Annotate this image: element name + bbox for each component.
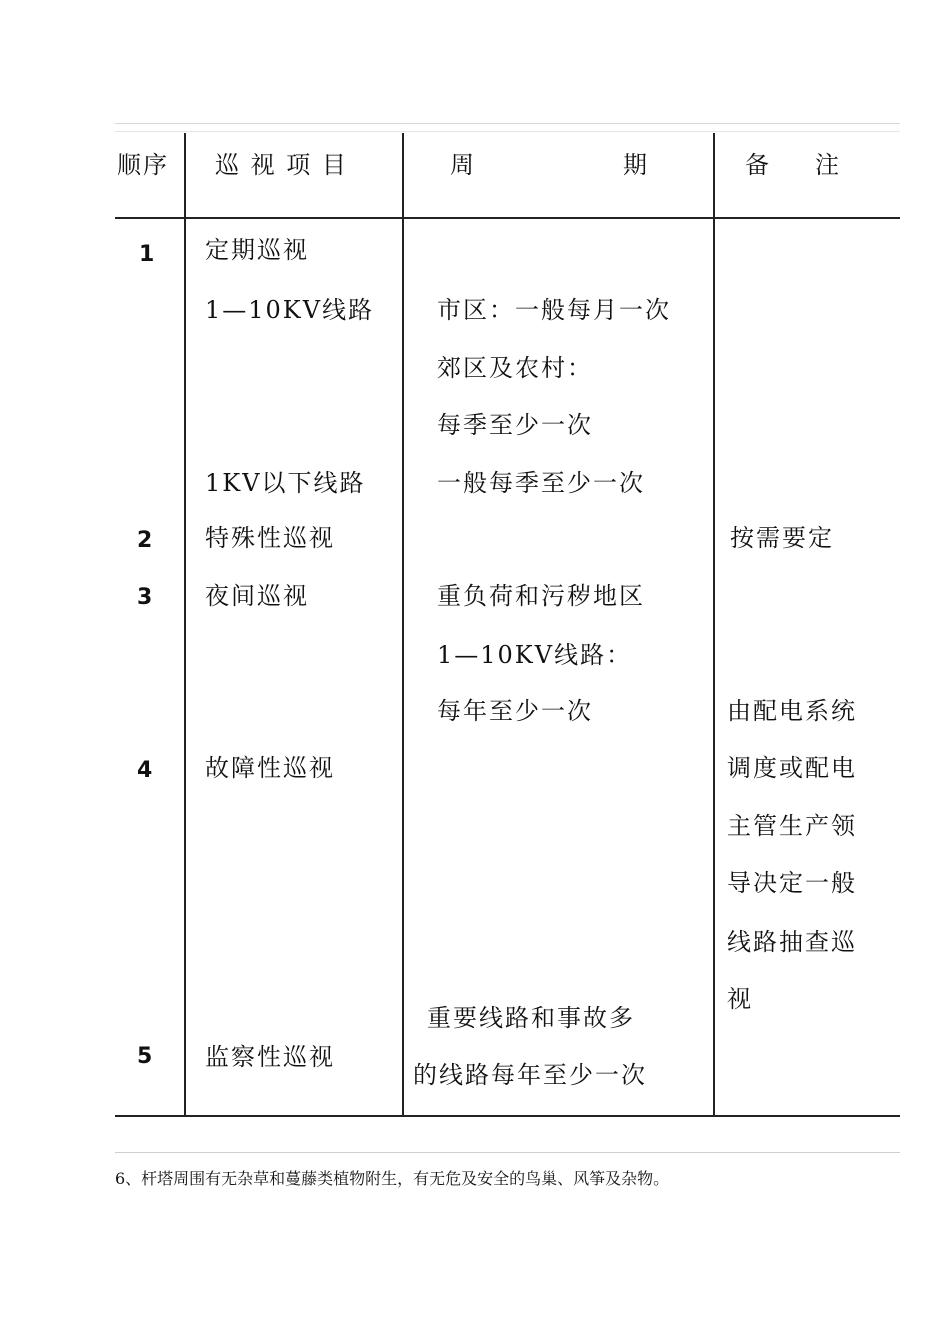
table-top-rule-2 [115,131,900,132]
column-divider-2 [402,133,404,1115]
row-number-4: 4 [137,758,153,783]
remark-fault-5: 线路抽查巡 [727,928,857,956]
row-number-3: 3 [137,585,153,610]
caption-text: 6、杆塔周围有无杂草和蔓藤类植物附生，有无危及安全的鸟巢、风筝及杂物。 [115,1169,670,1188]
cycle-night-3: 每年至少一次 [437,697,593,725]
cycle-quarterly: 每季至少一次 [437,411,593,439]
item-special: 特殊性巡视 [205,524,335,552]
row-number-1: 1 [139,242,155,267]
item-night: 夜间巡视 [205,582,309,610]
item-periodic: 定期巡视 [205,236,309,264]
table-top-rule [115,123,900,124]
header-remark-right: 注 [815,151,841,179]
item-fault: 故障性巡视 [205,754,335,782]
item-supervisory: 监察性巡视 [205,1043,335,1071]
remark-fault-4: 导决定一般 [727,869,857,897]
cycle-night-2: 1—10KV线路： [437,641,633,669]
column-divider-1 [184,133,186,1115]
header-item: 巡 视 项 目 [215,151,348,179]
remark-fault-6: 视 [727,985,753,1013]
cycle-night-1: 重负荷和污秽地区 [437,582,645,610]
item-1-10kv: 1—10KV线路 [205,296,375,324]
row-number-2: 2 [137,528,153,553]
item-below-1kv: 1KV以下线路 [205,469,366,497]
row-number-5: 5 [137,1044,153,1069]
header-cycle-right: 期 [623,151,649,179]
header-remark-left: 备 [745,151,771,179]
header-order: 顺序 [117,151,169,179]
table-bottom-box [115,1115,900,1153]
column-divider-3 [713,133,715,1115]
remark-fault-3: 主管生产领 [727,812,857,840]
header-cycle-left: 周 [450,151,476,179]
cycle-supervisory-1: 重要线路和事故多 [427,1004,635,1032]
cycle-supervisory-2: 的线路每年至少一次 [413,1061,647,1089]
header-rule [115,217,900,219]
remark-special: 按需要定 [730,524,834,552]
cycle-urban: 市区：一般每月一次 [437,296,671,324]
cycle-suburb: 郊区及农村： [437,354,593,382]
remark-fault-2: 调度或配电 [727,754,857,782]
remark-fault-1: 由配电系统 [727,697,857,725]
inspection-table [115,123,900,1153]
cycle-below-1kv: 一般每季至少一次 [437,469,645,497]
